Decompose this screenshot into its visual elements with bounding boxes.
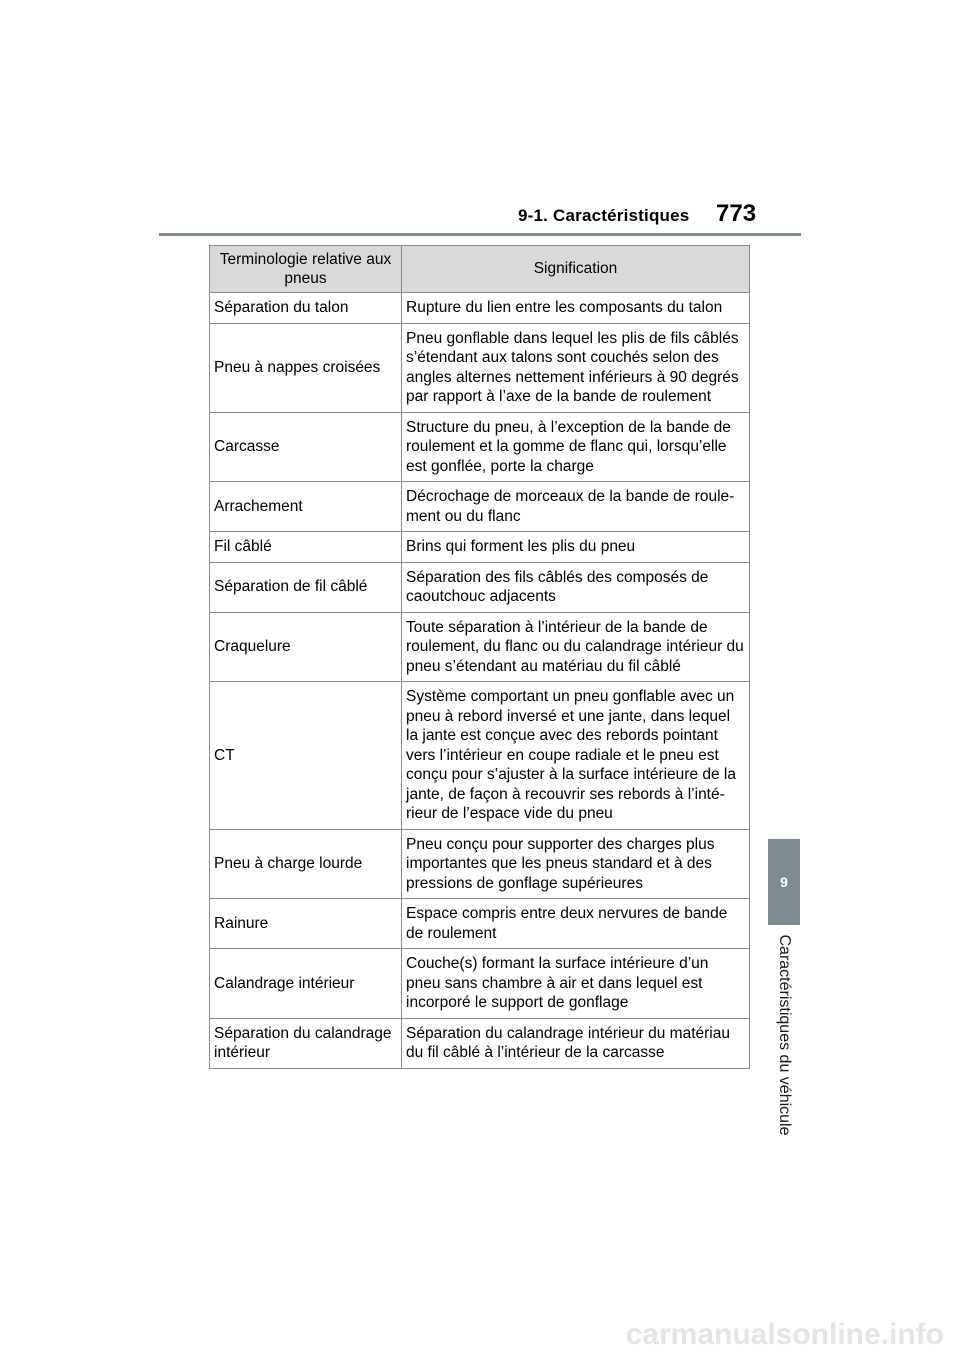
chapter-tab bbox=[768, 839, 800, 925]
definition-cell: Pneu gonflable dans lequel les plis de fils câblés s’étendant aux talons sont couchés selon des angles alternes nettement inférieurs à 90 degrés par rapport à l’axe de la bande de roulement bbox=[402, 323, 750, 412]
page-number: 773 bbox=[716, 200, 757, 227]
term-cell: Séparation de fil câblé bbox=[210, 562, 402, 612]
definition-cell: Espace compris entre deux nervures de bande de roulement bbox=[402, 899, 750, 949]
section-title: 9-1. Caractéristiques bbox=[518, 206, 690, 225]
chapter-label: Caractéristiques du véhicule bbox=[776, 934, 793, 1136]
definition-cell: Système comportant un pneu gonflable avec un pneu à rebord inversé et une jante, dans lequel la jante est conçue avec des rebords pointant vers l’intérieur en coupe radiale et le pneu est conçu pour s’ajuster à la surface intérieure de la jante, de façon à recouvrir ses rebords à l’inté-rieur de l’espace vide du pneu bbox=[402, 682, 750, 830]
header-divider bbox=[159, 233, 801, 236]
definition-cell: Rupture du lien entre les composants du talon bbox=[402, 293, 750, 324]
table-row bbox=[210, 482, 750, 532]
term-cell: Pneu à nappes croisées bbox=[210, 323, 402, 412]
term-cell: Arrachement bbox=[210, 482, 402, 532]
table-row bbox=[210, 293, 750, 324]
table-row bbox=[210, 829, 750, 899]
term-cell: Fil câblé bbox=[210, 532, 402, 563]
table-row bbox=[210, 899, 750, 949]
definition-cell: Décrochage de morceaux de la bande de roule-ment ou du flanc bbox=[402, 482, 750, 532]
definition-cell: Toute séparation à l’intérieur de la bande de roulement, du flanc ou du calandrage intérieur du pneu s’étendant au matériau du fil câblé bbox=[402, 612, 750, 682]
term-cell: Rainure bbox=[210, 899, 402, 949]
table-row bbox=[210, 412, 750, 482]
term-cell: Pneu à charge lourde bbox=[210, 829, 402, 899]
term-cell: Craquelure bbox=[210, 612, 402, 682]
table-row bbox=[210, 562, 750, 612]
definition-cell: Brins qui forment les plis du pneu bbox=[402, 532, 750, 563]
column-header-meaning: Signification bbox=[402, 246, 750, 293]
definition-cell: Pneu conçu pour supporter des charges plus importantes que les pneus standard et à des pressions de gonflage supérieures bbox=[402, 829, 750, 899]
table-row bbox=[210, 1018, 750, 1068]
column-header-term: Terminologie relative aux pneus bbox=[210, 246, 402, 293]
term-cell: Carcasse bbox=[210, 412, 402, 482]
definition-cell: Séparation des fils câblés des composés de caoutchouc adjacents bbox=[402, 562, 750, 612]
table-header-row bbox=[210, 246, 750, 293]
table-row bbox=[210, 323, 750, 412]
term-cell: Séparation du calandrage intérieur bbox=[210, 1018, 402, 1068]
table-row bbox=[210, 532, 750, 563]
table-row bbox=[210, 949, 750, 1019]
definition-cell: Séparation du calandrage intérieur du matériau du fil câblé à l’intérieur de la carcasse bbox=[402, 1018, 750, 1068]
table-row bbox=[210, 612, 750, 682]
chapter-number: 9 bbox=[780, 874, 788, 890]
term-cell: CT bbox=[210, 682, 402, 830]
tire-terminology-table bbox=[209, 245, 750, 1069]
term-cell: Séparation du talon bbox=[210, 293, 402, 324]
table-row bbox=[210, 682, 750, 830]
watermark: carmanualsonline.info bbox=[625, 1318, 944, 1351]
definition-cell: Couche(s) formant la surface intérieure d’un pneu sans chambre à air et dans lequel est incorporé le support de gonflage bbox=[402, 949, 750, 1019]
definition-cell: Structure du pneu, à l’exception de la bande de roulement et la gomme de flanc qui, lorsqu’elle est gonflée, porte la charge bbox=[402, 412, 750, 482]
term-cell: Calandrage intérieur bbox=[210, 949, 402, 1019]
